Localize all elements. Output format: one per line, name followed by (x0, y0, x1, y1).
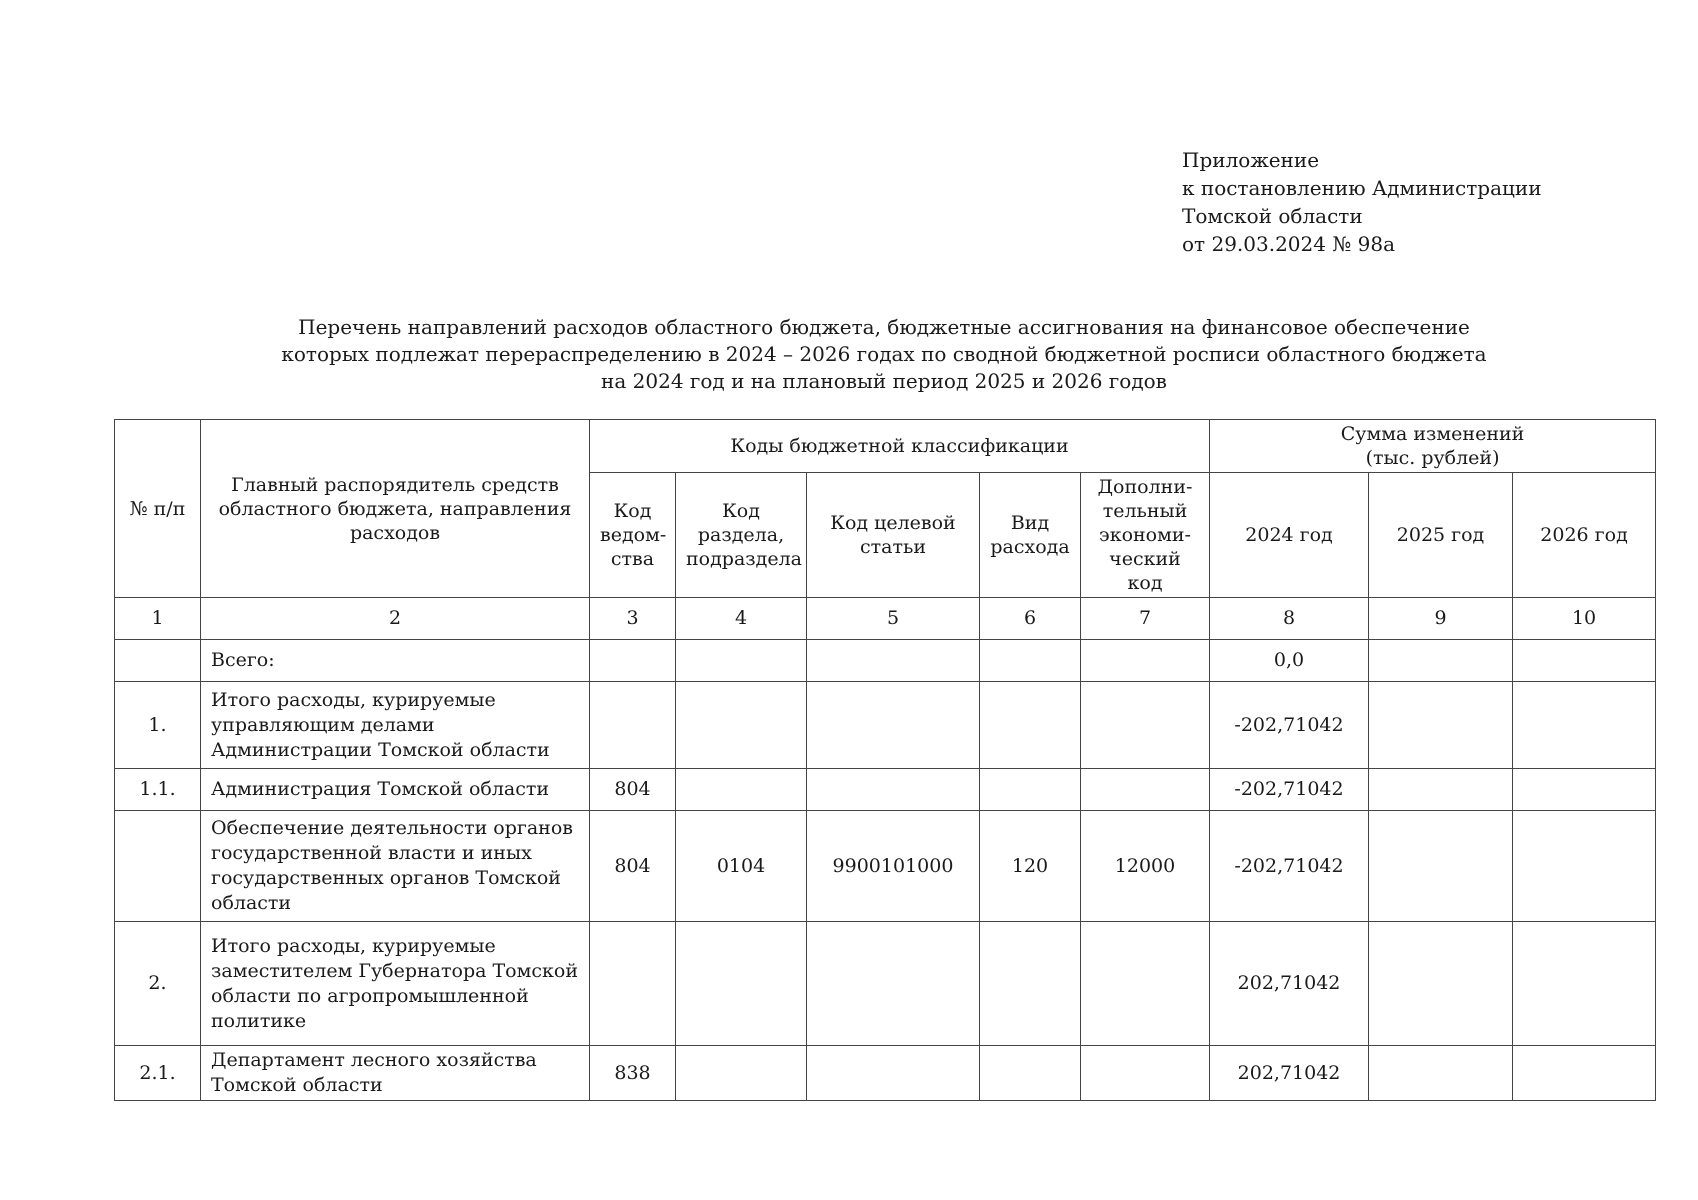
row-num (115, 640, 201, 682)
document-title (114, 314, 1654, 395)
row-section-code (676, 640, 807, 682)
row-name: Администрация Томской области (201, 769, 590, 811)
header-year-2024: 2024 год (1210, 473, 1369, 598)
row-sum-2025 (1369, 922, 1513, 1046)
row-target-code (807, 922, 980, 1046)
row-num: 1. (115, 682, 201, 769)
row-sum-2025 (1369, 640, 1513, 682)
row-sum-2024: 0,0 (1210, 640, 1369, 682)
row-num: 2. (115, 922, 201, 1046)
appendix-line: Томской области (1182, 204, 1363, 228)
table-row (115, 1046, 1656, 1101)
row-sum-2024: -202,71042 (1210, 811, 1369, 922)
column-number: 3 (590, 598, 676, 640)
row-num (115, 811, 201, 922)
header-sum-line: (тыс. рублей) (1365, 447, 1500, 469)
column-number-row (115, 598, 1656, 640)
column-number: 4 (676, 598, 807, 640)
header-dept-code: Код ведом-ства (590, 473, 676, 598)
header-sum-line: Сумма изменений (1340, 423, 1525, 445)
title-line: на 2024 год и на плановый период 2025 и 2026 годов (601, 369, 1167, 393)
header-name: Главный распорядитель средств областного бюджета, направления расходов (201, 420, 590, 598)
appendix-line: Приложение (1182, 148, 1320, 172)
row-sum-2026 (1513, 811, 1656, 922)
row-sum-2025 (1369, 682, 1513, 769)
column-number: 10 (1513, 598, 1656, 640)
row-sum-2025 (1369, 1046, 1513, 1101)
title-line: Перечень направлений расходов областного бюджета, бюджетные ассигнования на финансовое обеспечение (298, 315, 1470, 339)
row-target-code: 9900101000 (807, 811, 980, 922)
row-name: Итого расходы, курируемые управляющим делами Администрации Томской области (201, 682, 590, 769)
row-dept-code (590, 640, 676, 682)
row-econ-code (1081, 1046, 1210, 1101)
header-codes-group: Коды бюджетной классификации (590, 420, 1210, 473)
table-row (115, 682, 1656, 769)
column-number: 6 (980, 598, 1081, 640)
row-sum-2025 (1369, 769, 1513, 811)
row-section-code (676, 769, 807, 811)
header-section-code: Код раздела, подраздела (676, 473, 807, 598)
header-expense-type: Вид расхода (980, 473, 1081, 598)
appendix-line: от 29.03.2024 № 98а (1182, 232, 1395, 256)
row-dept-code: 804 (590, 769, 676, 811)
table-row (115, 640, 1656, 682)
header-year-2025: 2025 год (1369, 473, 1513, 598)
appendix-line: к постановлению Администрации (1182, 176, 1542, 200)
row-sum-2026 (1513, 1046, 1656, 1101)
row-sum-2026 (1513, 682, 1656, 769)
column-number: 5 (807, 598, 980, 640)
row-target-code (807, 682, 980, 769)
header-year-2026: 2026 год (1513, 473, 1656, 598)
row-sum-2026 (1513, 922, 1656, 1046)
row-sum-2024: -202,71042 (1210, 682, 1369, 769)
row-econ-code (1081, 922, 1210, 1046)
header-target-code: Код целевой статьи (807, 473, 980, 598)
row-name: Всего: (201, 640, 590, 682)
row-section-code (676, 922, 807, 1046)
row-sum-2024: 202,71042 (1210, 922, 1369, 1046)
header-num: № п/п (115, 420, 201, 598)
row-name: Обеспечение деятельности органов государственной власти и иных государственных органов Томской области (201, 811, 590, 922)
row-dept-code: 804 (590, 811, 676, 922)
row-dept-code (590, 682, 676, 769)
row-name: Департамент лесного хозяйства Томской области (201, 1046, 590, 1101)
title-line: которых подлежат перераспределению в 2024 – 2026 годах по сводной бюджетной росписи областного бюджета (281, 342, 1487, 366)
budget-table (114, 419, 1656, 1101)
column-number: 8 (1210, 598, 1369, 640)
row-target-code (807, 1046, 980, 1101)
row-sum-2024: -202,71042 (1210, 769, 1369, 811)
row-expense-type (980, 640, 1081, 682)
row-dept-code (590, 922, 676, 1046)
appendix-block (1182, 146, 1542, 258)
row-expense-type: 120 (980, 811, 1081, 922)
row-num: 1.1. (115, 769, 201, 811)
row-expense-type (980, 769, 1081, 811)
column-number: 9 (1369, 598, 1513, 640)
row-sum-2024: 202,71042 (1210, 1046, 1369, 1101)
header-econ-code: Дополни-тельный экономи-ческий код (1081, 473, 1210, 598)
row-econ-code: 12000 (1081, 811, 1210, 922)
row-expense-type (980, 1046, 1081, 1101)
row-sum-2025 (1369, 811, 1513, 922)
column-number: 1 (115, 598, 201, 640)
row-sum-2026 (1513, 769, 1656, 811)
row-target-code (807, 769, 980, 811)
row-num: 2.1. (115, 1046, 201, 1101)
row-expense-type (980, 682, 1081, 769)
table-row (115, 922, 1656, 1046)
row-name: Итого расходы, курируемые заместителем Губернатора Томской области по агропромышленной политике (201, 922, 590, 1046)
row-sum-2026 (1513, 640, 1656, 682)
header-row (115, 420, 1656, 473)
column-number: 7 (1081, 598, 1210, 640)
row-expense-type (980, 922, 1081, 1046)
row-section-code (676, 1046, 807, 1101)
row-econ-code (1081, 640, 1210, 682)
column-number: 2 (201, 598, 590, 640)
row-econ-code (1081, 682, 1210, 769)
row-section-code (676, 682, 807, 769)
row-dept-code: 838 (590, 1046, 676, 1101)
table-row (115, 769, 1656, 811)
row-target-code (807, 640, 980, 682)
row-econ-code (1081, 769, 1210, 811)
header-sum-group (1210, 420, 1656, 473)
row-section-code: 0104 (676, 811, 807, 922)
table-row (115, 811, 1656, 922)
